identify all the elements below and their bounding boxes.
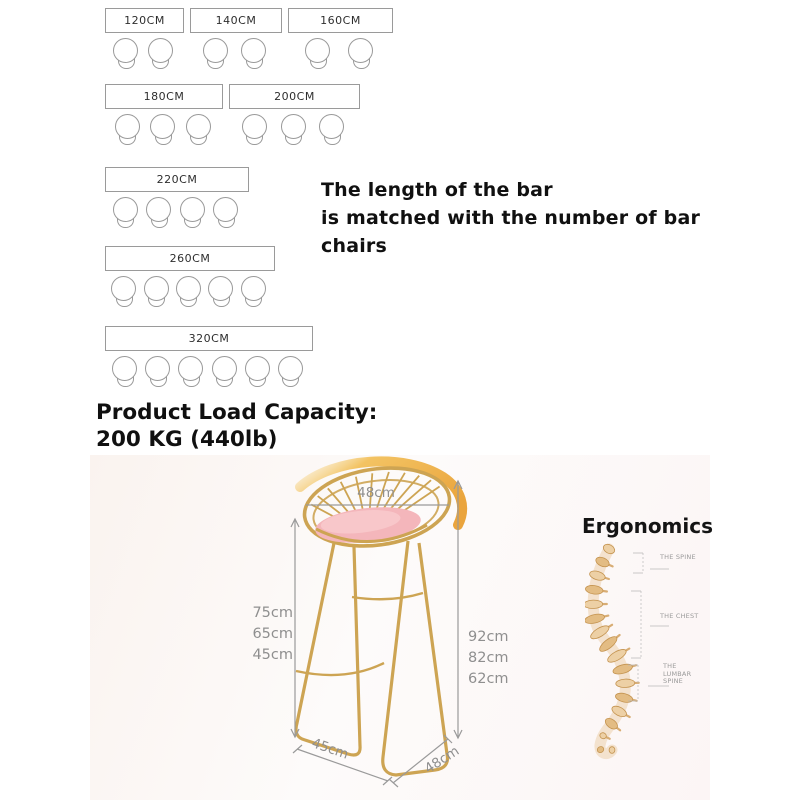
ergonomics-title: Ergonomics [582, 514, 714, 538]
bar-unit [190, 8, 282, 70]
bar-chair-icon [115, 114, 141, 146]
left-height-labels [246, 603, 293, 666]
chair-row [288, 38, 391, 70]
bar-chair-icon [208, 276, 234, 308]
spine-label-chest: THE CHEST [660, 612, 699, 620]
chair-row [105, 276, 273, 308]
footrest-upper [352, 593, 423, 599]
right-height-labels [468, 627, 518, 690]
bar-chair-icon [186, 114, 212, 146]
bar-chair-icon [112, 356, 138, 388]
bar-chair-icon [245, 356, 271, 388]
load-capacity-line2: 200 KG (440lb) [96, 427, 278, 452]
base-depth-label: 45cm [309, 735, 351, 763]
bar-unit [105, 167, 249, 229]
base-width-label: 48cm [421, 743, 463, 777]
chair-row [229, 114, 358, 146]
bar-group-row [105, 326, 313, 388]
bar-chair-icon [148, 38, 174, 70]
height-62: 62cm [468, 671, 509, 687]
bar-chair-icon [348, 38, 374, 70]
bar-rect [229, 84, 360, 109]
bar-unit [105, 8, 184, 70]
bar-unit [105, 246, 275, 308]
bar-rect [105, 246, 275, 271]
bar-chair-icon [203, 38, 229, 70]
bar-length-label: 220CM [156, 173, 198, 186]
bar-unit [288, 8, 393, 70]
spine-illustration [585, 543, 715, 768]
chair-row [190, 38, 280, 70]
vertebra [609, 747, 615, 754]
headline [321, 176, 721, 260]
vertebra [585, 612, 605, 625]
bar-chair-icon [319, 114, 345, 146]
bar-group-row [105, 167, 249, 229]
chair-row [105, 356, 311, 388]
bar-group-row [105, 84, 360, 146]
bar-rect [105, 167, 249, 192]
bar-chair-icon [242, 114, 268, 146]
chair-row [105, 114, 221, 146]
height-45: 45cm [252, 647, 293, 663]
bar-unit [105, 84, 223, 146]
height-82: 82cm [468, 650, 509, 666]
bar-chair-icon [305, 38, 331, 70]
bar-rect [190, 8, 282, 33]
vertebra [616, 679, 635, 688]
bar-group-row [105, 246, 275, 308]
bar-chair-icon [145, 356, 171, 388]
chair-row [105, 197, 247, 229]
height-92: 92cm [468, 629, 509, 645]
bar-length-label: 200CM [274, 90, 315, 103]
bar-chair-icon [212, 356, 238, 388]
bar-chair-icon [146, 197, 172, 229]
bar-chair-icon [176, 276, 202, 308]
bar-chair-icon [241, 38, 267, 70]
load-capacity [96, 399, 436, 453]
vertebra [585, 584, 603, 595]
bar-rect [105, 326, 313, 351]
bar-chair-icon [150, 114, 176, 146]
spine-label-lumbar: THE LUMBAR SPINE [663, 662, 692, 685]
bar-length-label: 140CM [215, 14, 257, 27]
vertebra [585, 600, 603, 609]
bar-rect [105, 8, 184, 33]
spine-label-top: THE SPINE [660, 553, 696, 561]
left-leg-hoop [296, 543, 360, 755]
bar-length-label: 180CM [143, 90, 185, 103]
bar-rect [288, 8, 393, 33]
bar-chair-icon [113, 38, 139, 70]
bar-length-label: 160CM [320, 14, 361, 27]
bar-group-row [105, 8, 393, 70]
bar-chair-icon [278, 356, 304, 388]
bar-chair-icon [144, 276, 170, 308]
right-leg-hoop [383, 541, 448, 775]
bar-length-label: 320CM [188, 332, 230, 345]
bar-unit [229, 84, 360, 146]
load-capacity-line1: Product Load Capacity: [96, 400, 378, 425]
bar-chair-icon [178, 356, 204, 388]
bar-chair-icon [281, 114, 307, 146]
bar-unit [105, 326, 313, 388]
height-65: 65cm [252, 626, 293, 642]
bar-rect [105, 84, 223, 109]
seat-width-label: 48cm [357, 485, 395, 501]
chair-row [105, 38, 182, 70]
bar-length-label: 260CM [169, 252, 211, 265]
bar-chair-icon [241, 276, 267, 308]
headline-line2: is matched with the number of bar chairs [321, 207, 701, 257]
bar-chair-icon [113, 197, 139, 229]
headline-line1: The length of the bar [321, 179, 553, 201]
bar-chair-icon [180, 197, 206, 229]
bar-length-label: 120CM [124, 14, 165, 27]
bar-chair-icon [213, 197, 239, 229]
height-75: 75cm [252, 605, 293, 621]
bar-chair-icon [111, 276, 137, 308]
